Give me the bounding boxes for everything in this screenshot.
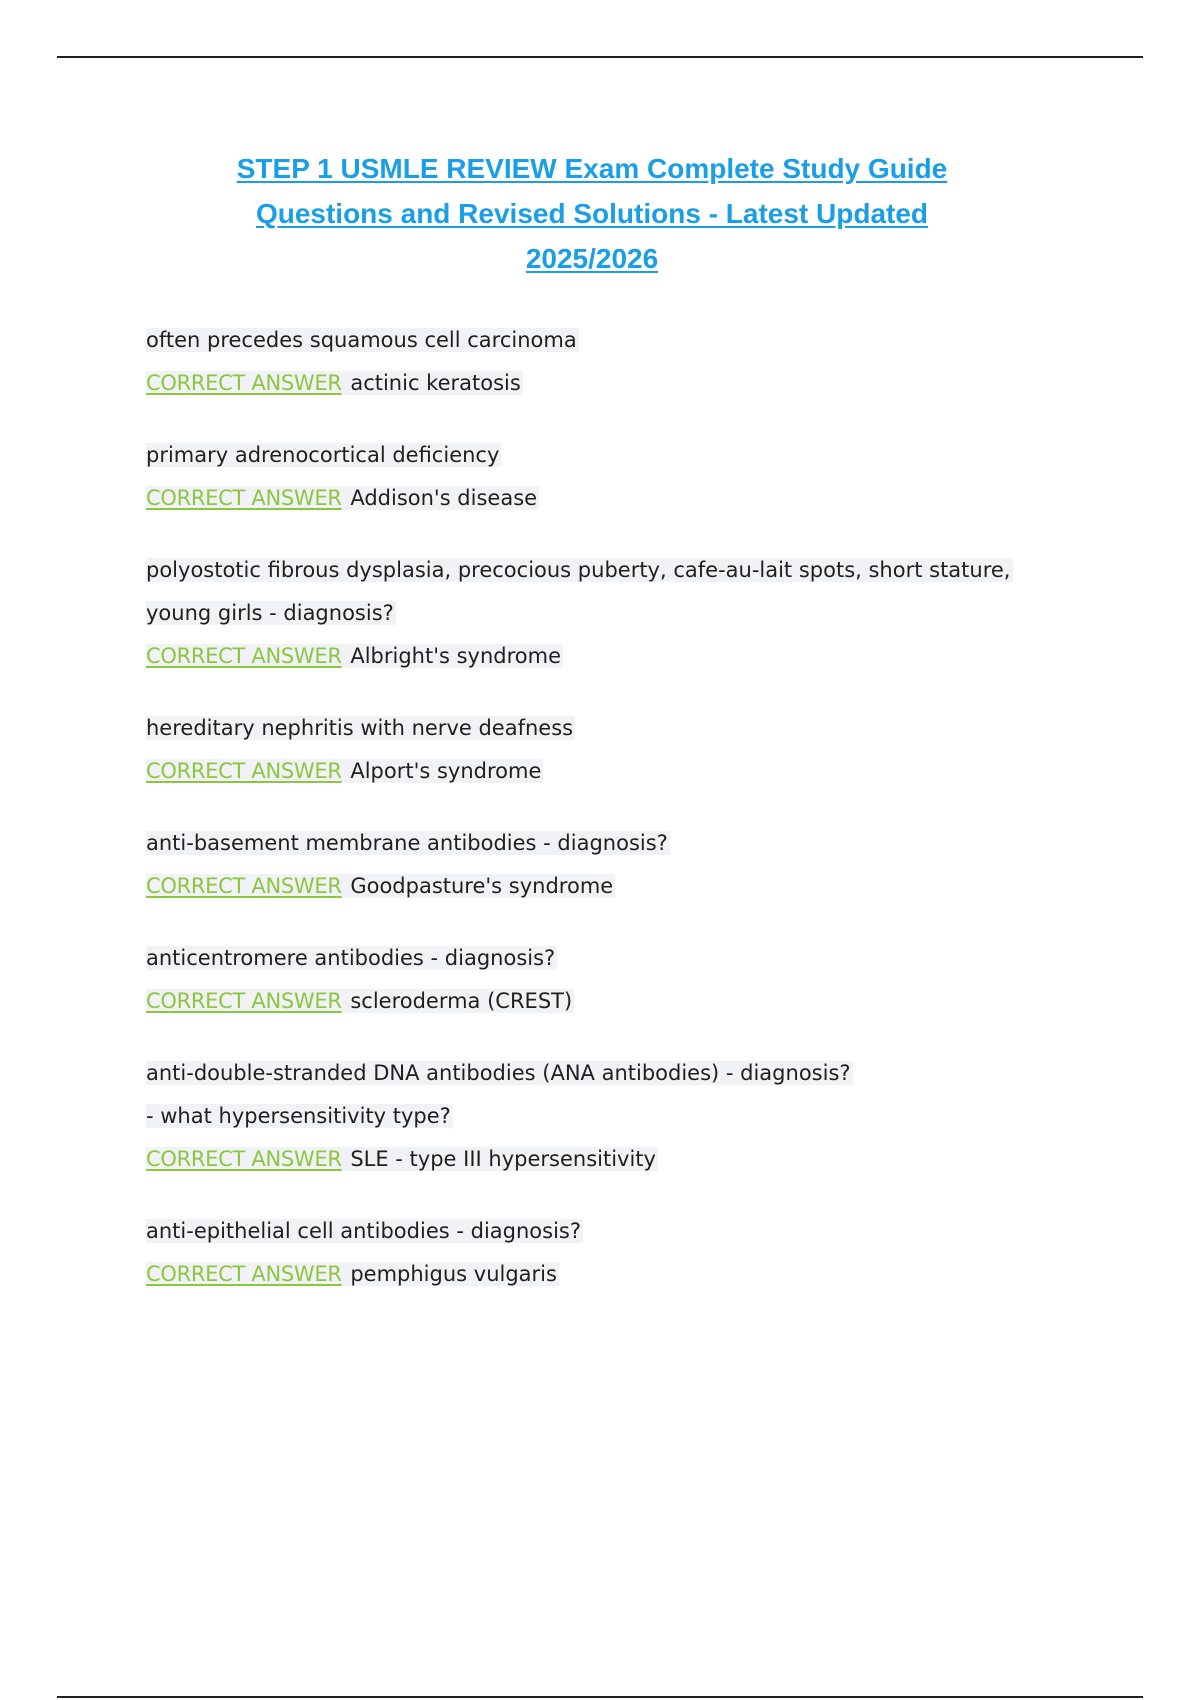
answer-text: actinic keratosis [350,371,521,395]
qa-item [146,326,1086,398]
question-text: young girls - diagnosis? [146,601,394,625]
correct-answer-label: CORRECT ANSWER [146,874,342,898]
correct-answer-label: CORRECT ANSWER [146,486,342,510]
correct-answer-label: CORRECT ANSWER [146,1147,342,1171]
question-text: polyostotic fibrous dysplasia, precocious puberty, cafe-au-lait spots, short stature, [146,558,1011,582]
question-text: anti-double-stranded DNA antibodies (ANA antibodies) - diagnosis? [146,1061,851,1085]
question-text: - what hypersensitivity type? [146,1104,451,1128]
question-text: anti-epithelial cell antibodies - diagnosis? [146,1219,581,1243]
correct-answer-label: CORRECT ANSWER [146,759,342,783]
answer-text: Albright's syndrome [350,644,561,668]
bottom-divider [57,1696,1143,1698]
correct-answer-label: CORRECT ANSWER [146,1262,342,1286]
answer-text: pemphigus vulgaris [350,1262,557,1286]
answer-text: Alport's syndrome [350,759,542,783]
top-divider [57,56,1143,58]
correct-answer-label: CORRECT ANSWER [146,644,342,668]
answer-text: SLE - type III hypersensitivity [350,1147,656,1171]
qa-item [146,714,1086,786]
qa-item [146,944,1086,1016]
qa-item [146,556,1086,671]
question-text: anticentromere antibodies - diagnosis? [146,946,556,970]
title-line-2: Questions and Revised Solutions - Latest Updated [255,198,929,229]
answer-text: Addison's disease [350,486,538,510]
title-line-3: 2025/2026 [525,243,659,274]
question-text: anti-basement membrane antibodies - diagnosis? [146,831,668,855]
question-text: often precedes squamous cell carcinoma [146,328,577,352]
qa-item [146,1059,1086,1174]
correct-answer-label: CORRECT ANSWER [146,989,342,1013]
correct-answer-label: CORRECT ANSWER [146,371,342,395]
qa-item [146,1217,1086,1289]
answer-text: Goodpasture's syndrome [350,874,614,898]
qa-item [146,829,1086,901]
answer-text: scleroderma (CREST) [350,989,573,1013]
qa-list [146,326,1086,1332]
document-title [150,146,1034,281]
question-text: hereditary nephritis with nerve deafness [146,716,574,740]
qa-item [146,441,1086,513]
title-line-1: STEP 1 USMLE REVIEW Exam Complete Study Guide [236,153,948,184]
question-text: primary adrenocortical deficiency [146,443,500,467]
